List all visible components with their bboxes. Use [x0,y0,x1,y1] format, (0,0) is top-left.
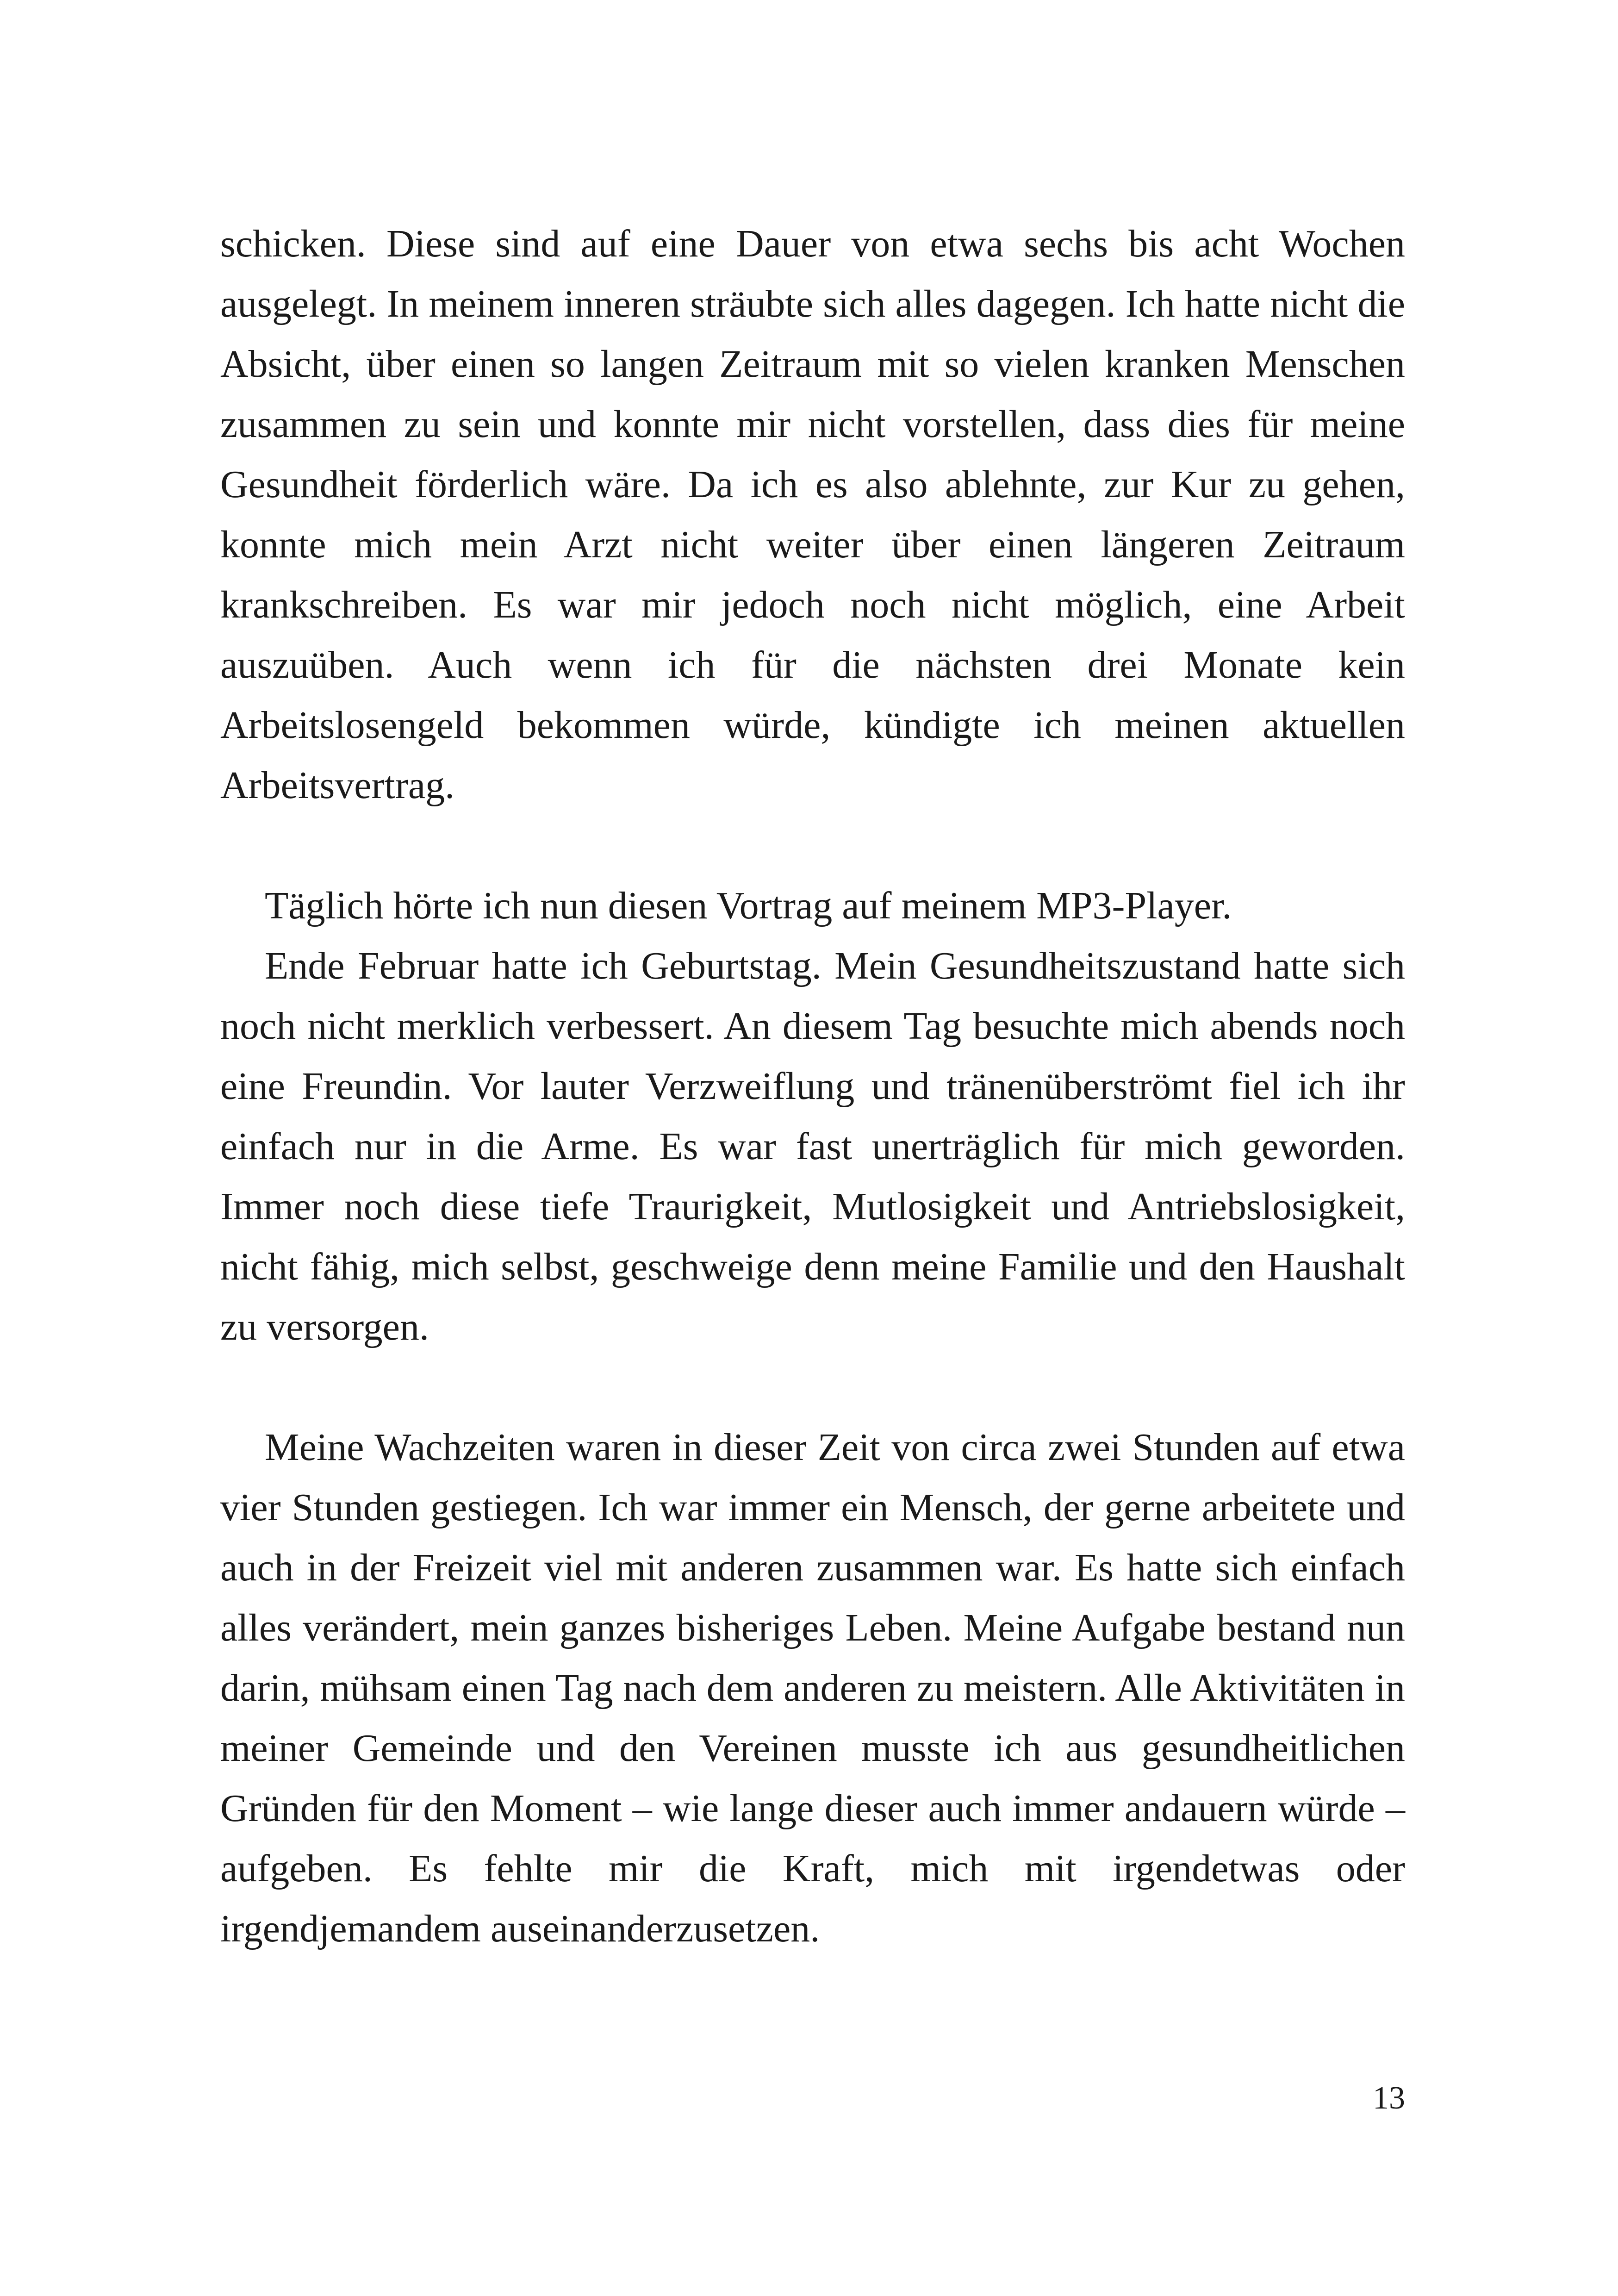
paragraph-2: Täglich hörte ich nun diesen Vortrag auf meinem MP3-Player. [265,884,1232,927]
paragraph-3: Ende Februar hatte ich Geburtstag. Mein Gesundheitszustand hatte sich noch nicht merklich verbessert. An diesem Tag besuchte mich abends noch eine Freundin. Vor lauter Verzweiflung und tränenüberströmt fiel ich ihr einfach nur in die Arme. Es war fast unerträglich für mich geworden. Immer noch diese tiefe Traurigkeit, Mutlosigkeit und Antriebslosigkeit, nicht fähig, mich selbst, geschweige denn meine Familie und den Haushalt zu versorgen. [220,944,1405,1348]
paragraph-1: schicken. Diese sind auf eine Dauer von etwa sechs bis acht Wochen ausgelegt. In meinem inneren sträubte sich alles dagegen. Ich hatte nicht die Absicht, über einen so langen Zeitraum mit so vielen kranken Menschen zusammen zu sein und konnte mir nicht vorstellen, dass dies für meine Gesundheit förderlich wäre. Da ich es also ablehnte, zur Kur zu gehen, konnte mich mein Arzt nicht weiter über einen längeren Zeitraum krankschreiben. Es war mir jedoch noch nicht möglich, eine Arbeit auszuüben. Auch wenn ich für die nächsten drei Monate kein Arbeitslosengeld bekommen würde, kündigte ich meinen aktuellen Arbeitsvertrag. [220,222,1405,807]
paragraph-4: Meine Wachzeiten waren in dieser Zeit von circa zwei Stunden auf etwa vier Stunden gestiegen. Ich war immer ein Mensch, der gerne arbeitete und auch in der Freizeit viel mit anderen zusammen war. Es hatte sich einfach alles verändert, mein ganzes bisheriges Leben. Meine Aufgabe bestand nun darin, mühsam einen Tag nach dem anderen zu meistern. Alle Aktivitäten in meiner Gemeinde und den Vereinen musste ich aus gesundheitlichen Gründen für den Moment – wie lange dieser auch immer andauern würde – aufgeben. Es fehlte mir die Kraft, mich mit irgendetwas oder irgendjemandem auseinanderzusetzen. [220,1426,1405,1950]
page-number: 13 [1373,2080,1405,2116]
body-text [220,214,1405,1959]
